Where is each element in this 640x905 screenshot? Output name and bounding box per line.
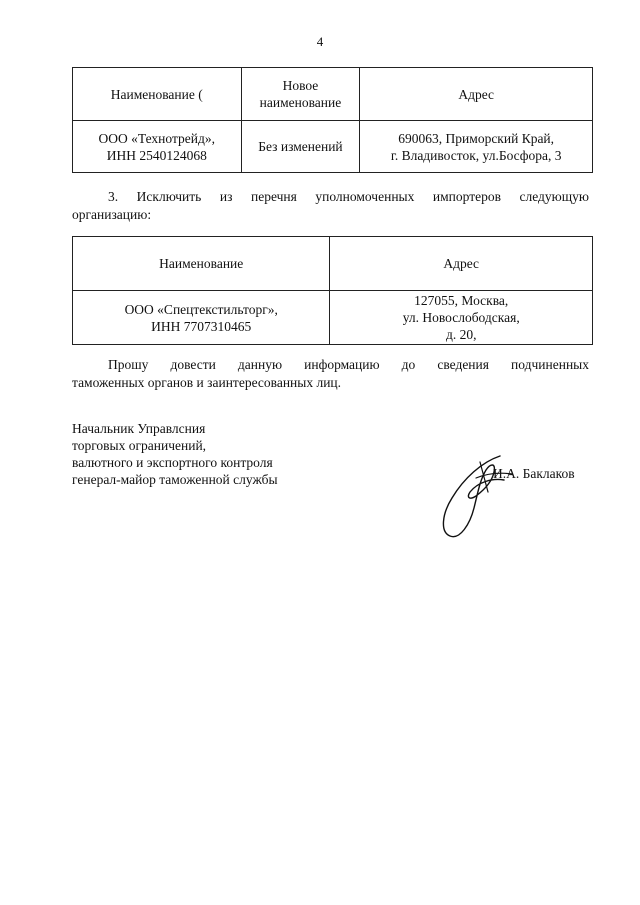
table-row (73, 121, 593, 173)
authorized-importers-change-table (72, 67, 593, 173)
paragraph-exclude-organization (72, 188, 589, 224)
address-line-2: ул. Новослободская, (402, 310, 520, 325)
table-header-row (73, 68, 593, 121)
company-inn: ИНН 2540124068 (106, 147, 207, 163)
signatory-line-4: генерал-майор таможенной службы (72, 472, 278, 487)
address-line-1: 127055, Москва, (414, 293, 509, 308)
handwritten-signature (430, 448, 520, 543)
address-line-1: 690063, Приморский Край, (398, 130, 555, 146)
paragraph-continuation: организацию: (72, 207, 152, 222)
paragraph-continuation: таможенных органов и заинтересованных лиц. (72, 375, 342, 390)
address-cell (330, 291, 593, 345)
address-cell (360, 121, 593, 173)
address-line-3: д. 20, (445, 327, 477, 342)
company-inn: ИНН 7707310465 (151, 318, 252, 334)
column-header-new-name (241, 68, 360, 121)
excluded-importers-table (72, 236, 593, 345)
signatory-line-3: валютного и экспортного контроля (72, 455, 273, 470)
signatory-name: И.А. Баклаков (493, 466, 575, 481)
column-header-name: Наименование (73, 237, 330, 291)
column-header-address: Адрес (330, 237, 593, 291)
column-header-address: Адрес (360, 68, 593, 121)
company-name-cell (73, 291, 330, 345)
paragraph-first-line: 3. Исключить из перечня уполномоченных импортеров следующую (108, 189, 589, 204)
company-name: ООО «Спецтекстильторг», (124, 301, 278, 317)
company-name-cell (73, 121, 242, 173)
new-name-cell: Без изменений (241, 121, 360, 173)
signatory-line-2: торговых ограничений, (72, 438, 207, 453)
address-line-2: г. Владивосток, ул.Босфора, 3 (390, 147, 562, 163)
column-header-name: Наименование ( (73, 68, 242, 121)
column-header-new-name-line-2: наименование (259, 95, 342, 110)
column-header-new-name-line-1: Новое (282, 78, 319, 93)
paragraph-request (72, 356, 589, 392)
table-row (73, 291, 593, 345)
page-number: 4 (316, 34, 324, 49)
paragraph-first-line: Прошу довести данную информацию до сведения подчиненных (108, 357, 589, 372)
signatory-line-1: Начальник Управлсния (72, 421, 206, 436)
signatory-position (72, 420, 278, 488)
table-header-row (73, 237, 593, 291)
company-name: ООО «Технотрейд», (98, 130, 216, 146)
